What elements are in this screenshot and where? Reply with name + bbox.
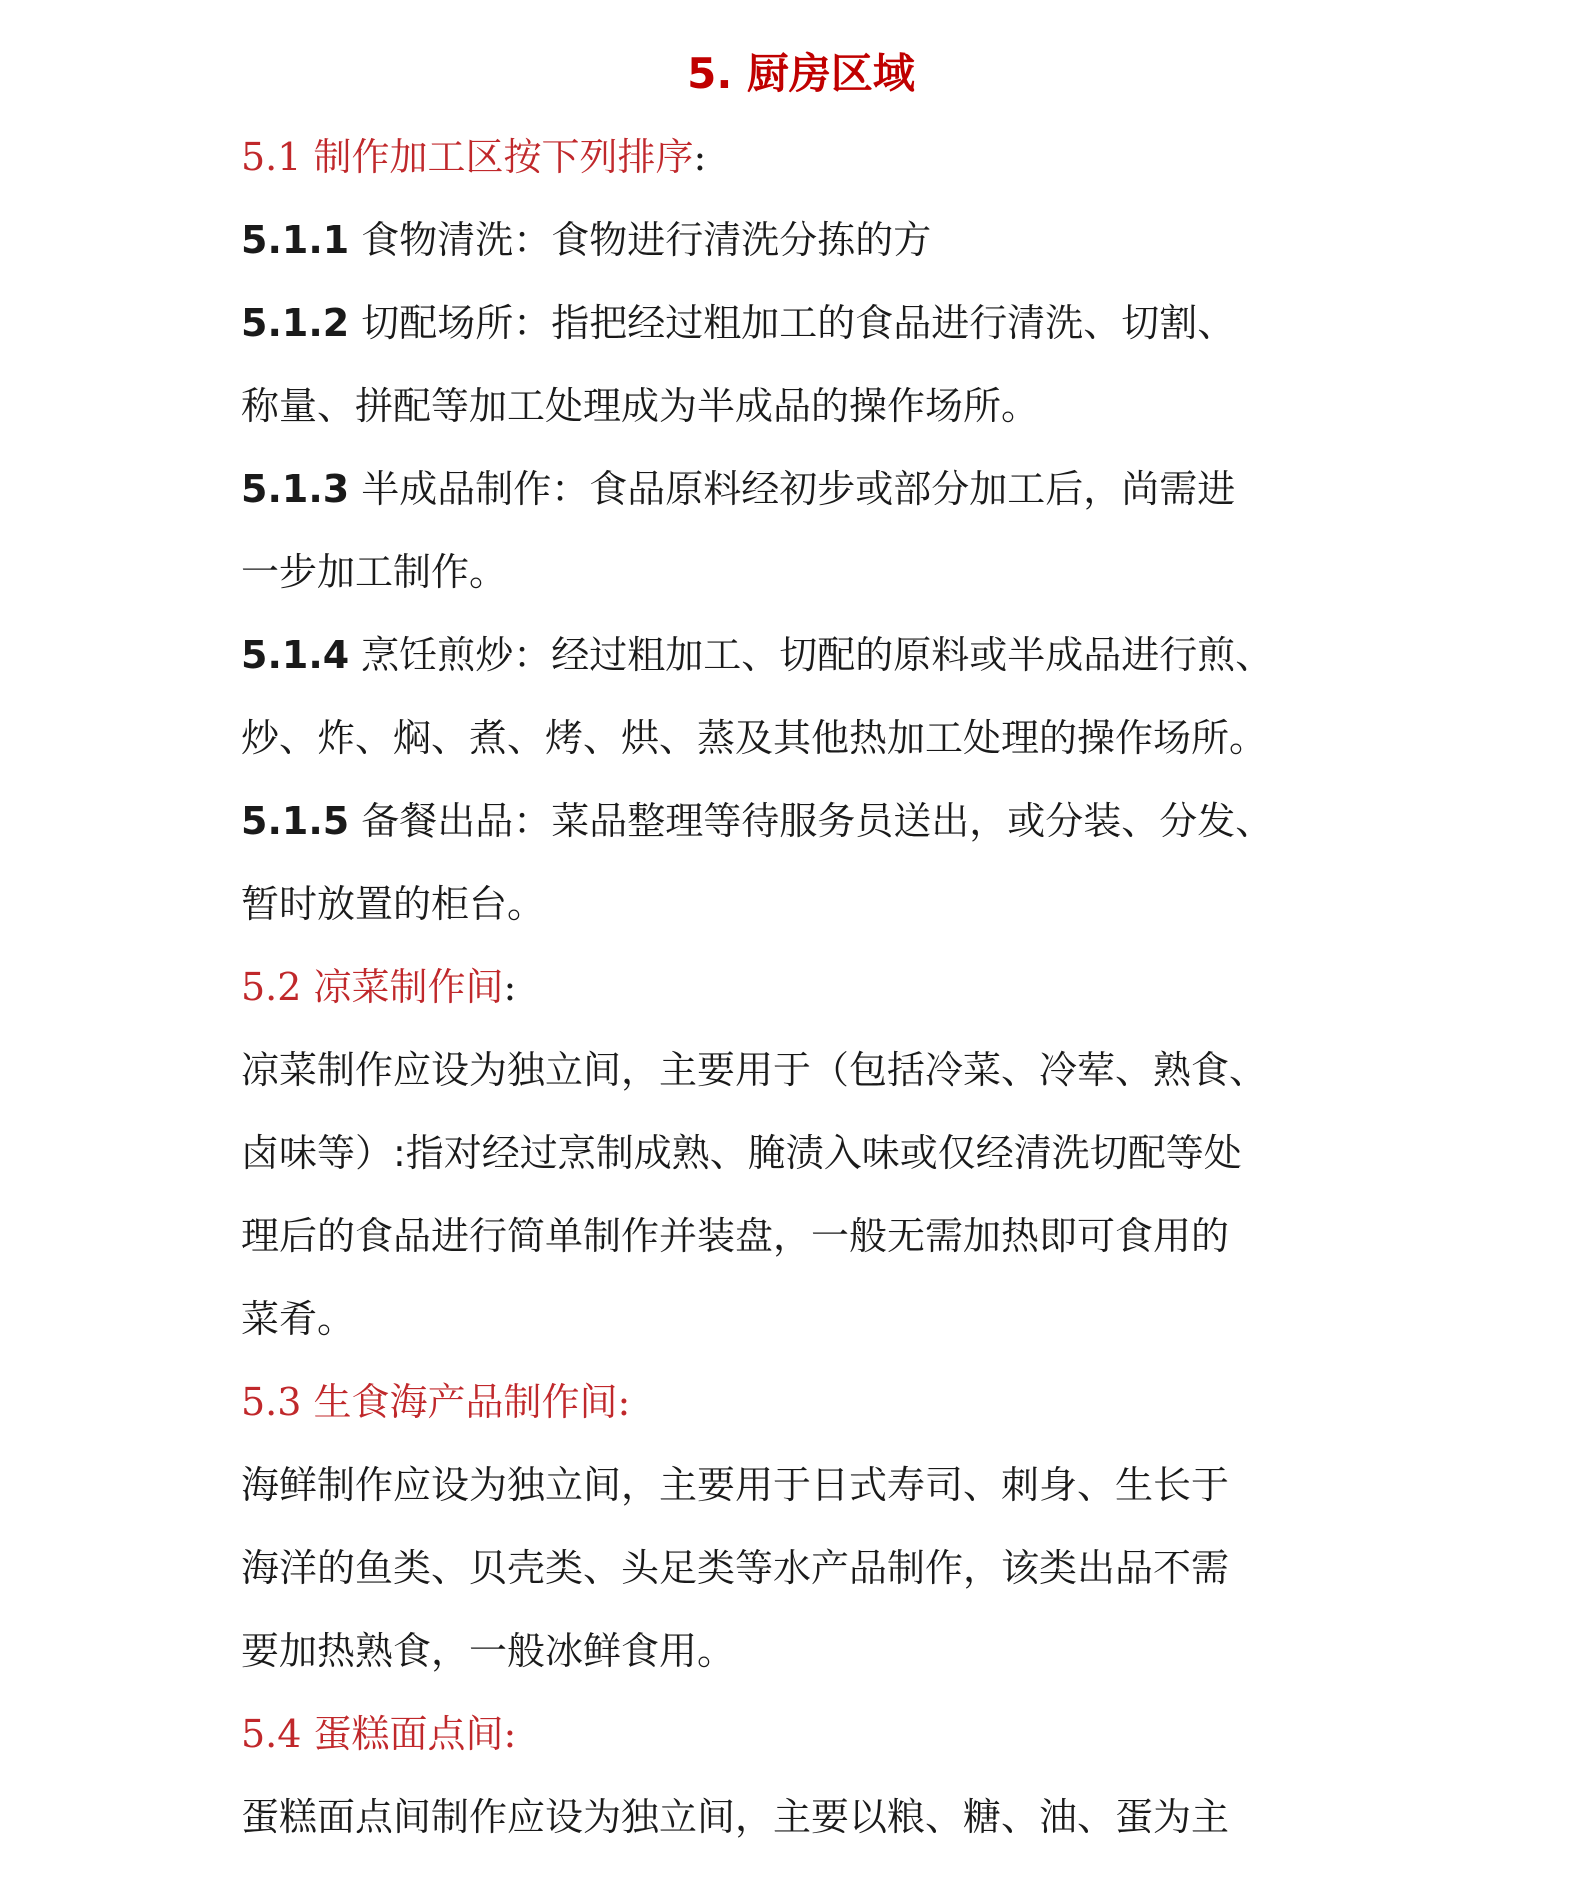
s53-line: 要加热熟食，一般冰鲜食用。: [241, 1629, 736, 1673]
s54-line: 蛋糕面点间制作应设为独立间，主要以粮、糖、油、蛋为主: [241, 1795, 1230, 1839]
s52-line: 理后的食品进行简单制作并装盘，一般无需加热即可食用的: [241, 1214, 1230, 1258]
item-text: 食物清洗：食物进行清洗分拣的方: [361, 218, 932, 262]
item-5-1-3: [241, 448, 1361, 531]
item-text: 烹饪煎炒：经过粗加工、切配的原料或半成品进行煎、: [361, 633, 1274, 677]
section-heading-text: 5.1 制作加工区按下列排序: [241, 135, 694, 179]
heading-colon: :: [503, 1712, 517, 1756]
item-5-1-3-cont: 一步加工制作。: [241, 550, 508, 594]
item-number: 5.1.5: [241, 799, 350, 843]
item-5-1-2-cont: 称量、拼配等加工处理成为半成品的操作场所。: [241, 384, 1040, 428]
s52-line: 凉菜制作应设为独立间，主要用于（包括冷菜、冷荤、熟食、: [241, 1048, 1268, 1092]
s53-line: 海洋的鱼类、贝壳类、头足类等水产品制作，该类出品不需: [241, 1546, 1230, 1590]
item-number: 5.1.3: [241, 467, 350, 511]
item-5-1-5-cont: 暂时放置的柜台。: [241, 882, 546, 926]
page-title: 5. 厨房区域: [687, 49, 915, 98]
section-heading-5-1: [241, 116, 1361, 199]
s53-line: 海鲜制作应设为独立间，主要用于日式寿司、刺身、生长于: [241, 1463, 1230, 1507]
item-5-1-4-cont: 炒、炸、焖、煮、烤、烘、蒸及其他热加工处理的操作场所。: [241, 716, 1268, 760]
section-heading-5-2: [241, 946, 1361, 1029]
item-5-1-2: [241, 282, 1361, 365]
item-number: 5.1.2: [241, 301, 350, 345]
heading-colon: :: [503, 965, 517, 1009]
section-heading-5-4: [241, 1693, 1361, 1776]
section-heading-text: 5.2 凉菜制作间: [241, 965, 504, 1009]
s52-line: 卤味等）:指对经过烹制成熟、腌渍入味或仅经清洗切配等处: [241, 1131, 1242, 1175]
section-heading-text: 5.4 蛋糕面点间: [241, 1712, 504, 1756]
heading-colon: :: [693, 135, 707, 179]
item-number: 5.1.1: [241, 218, 350, 262]
item-number: 5.1.4: [241, 633, 350, 677]
heading-colon: :: [617, 1380, 631, 1424]
item-5-1-1: [241, 199, 1361, 282]
item-text: 半成品制作：食品原料经初步或部分加工后，尚需进: [361, 467, 1236, 511]
section-heading-5-3: [241, 1361, 1361, 1444]
item-text: 切配场所：指把经过粗加工的食品进行清洗、切割、: [361, 301, 1236, 345]
item-5-1-4: [241, 614, 1361, 697]
s52-line: 菜肴。: [241, 1297, 356, 1341]
item-5-1-5: [241, 780, 1361, 863]
section-heading-text: 5.3 生食海产品制作间: [241, 1380, 618, 1424]
item-text: 备餐出品：菜品整理等待服务员送出，或分装、分发、: [361, 799, 1274, 843]
document-page: [241, 0, 1361, 1859]
